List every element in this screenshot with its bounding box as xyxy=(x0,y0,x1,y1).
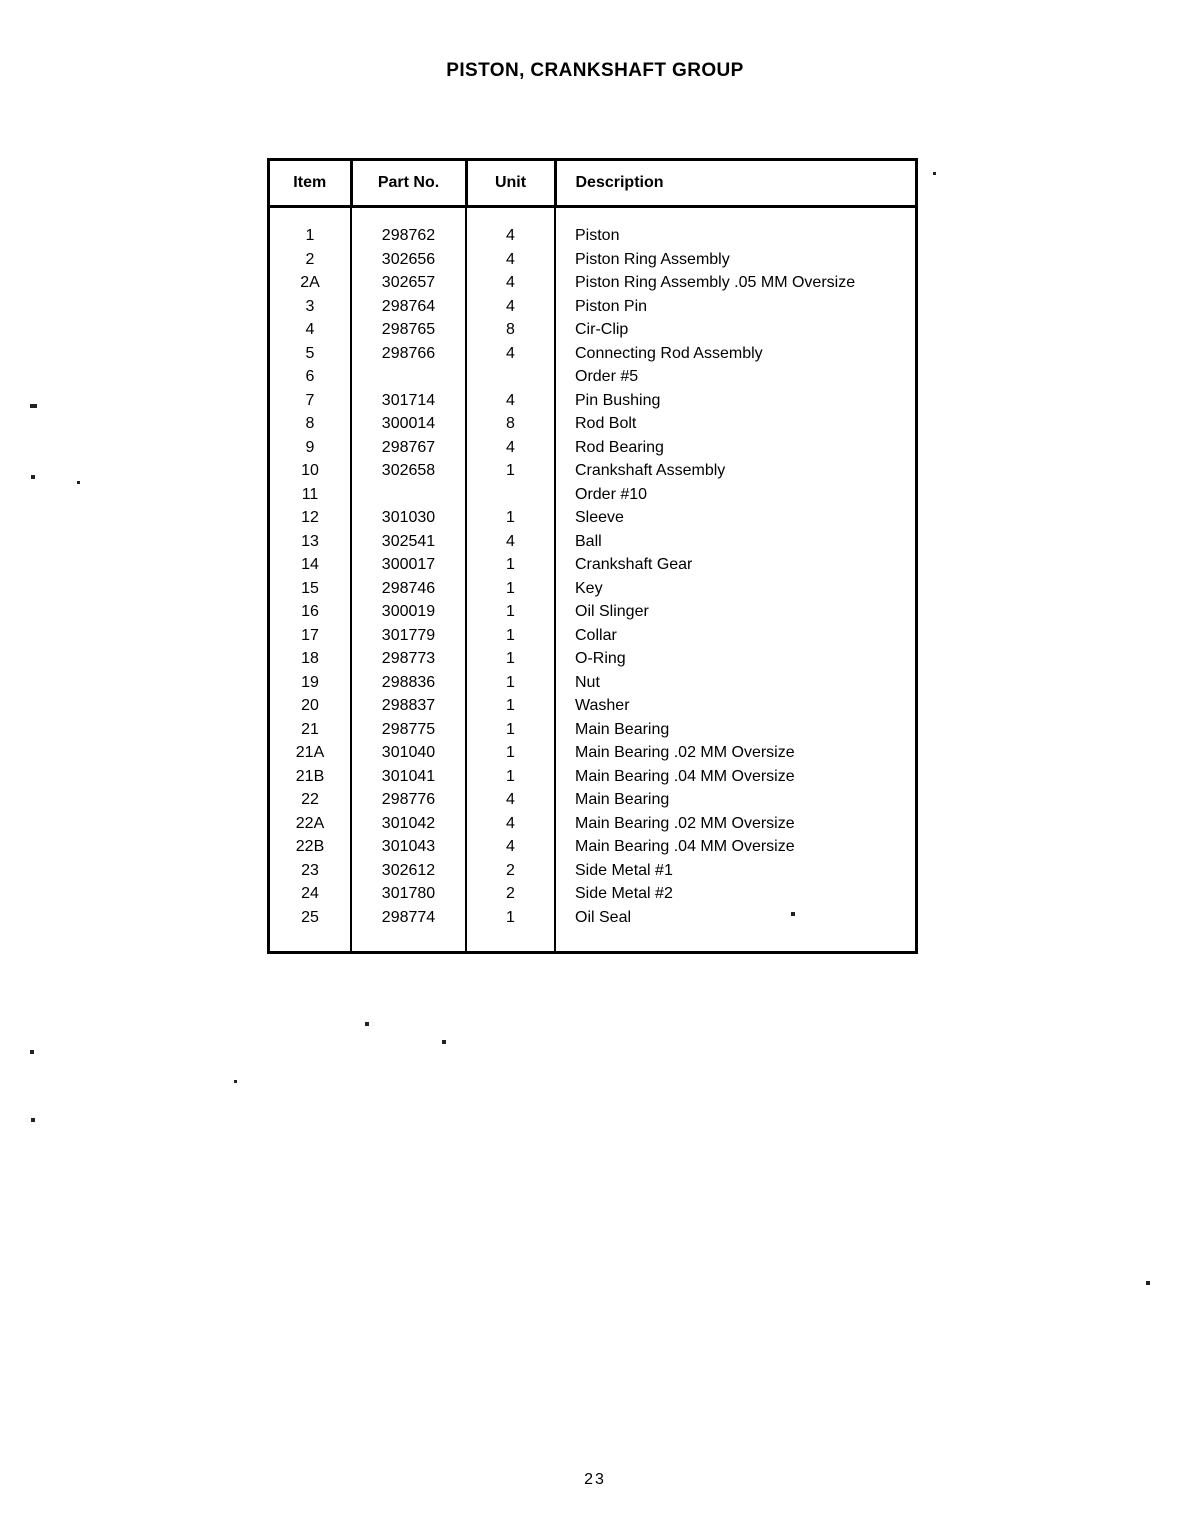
cell-unit: 1 xyxy=(466,718,555,742)
cell-item: 20 xyxy=(270,694,351,718)
cell-item: 14 xyxy=(270,553,351,577)
scan-speckle xyxy=(31,1118,35,1122)
cell-description: Ball xyxy=(575,532,602,550)
cell-part-no: 302658 xyxy=(351,459,466,483)
cell-item: 11 xyxy=(270,483,351,507)
cell-part-no: 298775 xyxy=(351,718,466,742)
scan-speckle xyxy=(365,1022,369,1026)
cell-item: 2 xyxy=(270,248,351,272)
cell-description: Piston Ring Assembly .05 MM Oversize xyxy=(575,274,856,291)
cell-unit: 4 xyxy=(466,271,555,295)
cell-item: 6 xyxy=(270,365,351,389)
cell-description: Main Bearing xyxy=(575,791,670,808)
cell-description: Rod Bolt xyxy=(575,415,637,432)
parts-table-container xyxy=(267,158,918,954)
cell-part-no: 300017 xyxy=(351,553,466,577)
cell-unit: 1 xyxy=(466,694,555,718)
cell-unit: 8 xyxy=(466,412,555,436)
table-spacer-cell xyxy=(466,929,555,951)
cell-unit: 1 xyxy=(466,553,555,577)
cell-description: Pin Bushing xyxy=(575,391,661,409)
cell-description: O-Ring xyxy=(575,650,626,667)
table-row xyxy=(270,718,915,742)
cell-item: 9 xyxy=(270,436,351,460)
cell-unit: 1 xyxy=(466,506,555,530)
cell-description: Crankshaft Assembly xyxy=(575,462,726,479)
cell-item: 5 xyxy=(270,342,351,366)
cell-unit xyxy=(466,365,555,389)
cell-item: 19 xyxy=(270,671,351,695)
cell-unit: 1 xyxy=(466,906,555,930)
table-row xyxy=(270,412,915,436)
scan-speckle xyxy=(31,475,35,479)
table-row xyxy=(270,694,915,718)
cell-item: 22 xyxy=(270,788,351,812)
cell-item: 12 xyxy=(270,506,351,530)
table-row xyxy=(270,530,915,554)
cell-description: Main Bearing .04 MM Oversize xyxy=(575,838,795,855)
scan-speckle xyxy=(1146,1281,1150,1285)
table-row xyxy=(270,483,915,507)
scan-speckle xyxy=(442,1040,446,1044)
cell-part-no: 298773 xyxy=(351,647,466,671)
cell-part-no: 301040 xyxy=(351,741,466,765)
cell-item: 16 xyxy=(270,600,351,624)
cell-part-no xyxy=(351,483,466,507)
scan-speckle xyxy=(234,1080,237,1083)
table-header-row xyxy=(270,161,915,207)
table-row xyxy=(270,835,915,859)
cell-unit: 2 xyxy=(466,882,555,906)
cell-part-no: 301779 xyxy=(351,624,466,648)
table-row xyxy=(270,741,915,765)
cell-item: 24 xyxy=(270,882,351,906)
table-spacer-cell xyxy=(270,207,351,225)
cell-unit xyxy=(466,483,555,507)
scan-speckle xyxy=(30,1050,34,1054)
scan-speckle xyxy=(791,912,795,916)
cell-part-no: 298765 xyxy=(351,318,466,342)
table-row xyxy=(270,224,915,248)
table-row xyxy=(270,788,915,812)
cell-part-no: 298764 xyxy=(351,295,466,319)
cell-part-no xyxy=(351,365,466,389)
table-row xyxy=(270,553,915,577)
cell-unit: 4 xyxy=(466,835,555,859)
parts-table-header xyxy=(270,161,915,207)
cell-part-no: 298774 xyxy=(351,906,466,930)
column-header-description: Description xyxy=(555,161,915,207)
cell-part-no: 301042 xyxy=(351,812,466,836)
cell-item: 3 xyxy=(270,295,351,319)
table-spacer-cell xyxy=(351,207,466,225)
cell-part-no: 301043 xyxy=(351,835,466,859)
column-header-part-no: Part No. xyxy=(351,161,466,207)
cell-part-no: 301041 xyxy=(351,765,466,789)
table-row xyxy=(270,365,915,389)
cell-description: Sleeve xyxy=(575,509,624,526)
cell-item: 7 xyxy=(270,389,351,413)
cell-description: Side Metal #2 xyxy=(575,885,673,902)
cell-part-no: 302657 xyxy=(351,271,466,295)
cell-part-no: 298836 xyxy=(351,671,466,695)
cell-description: Order #10 xyxy=(575,485,648,503)
cell-item: 17 xyxy=(270,624,351,648)
table-row xyxy=(270,436,915,460)
cell-description: Order #5 xyxy=(575,368,639,385)
cell-description: Main Bearing .02 MM Oversize xyxy=(575,814,795,832)
cell-description: Piston Pin xyxy=(575,297,648,315)
table-row xyxy=(270,765,915,789)
cell-part-no: 298762 xyxy=(351,224,466,248)
column-header-unit: Unit xyxy=(466,161,555,207)
cell-item: 2A xyxy=(270,271,351,295)
cell-unit: 4 xyxy=(466,295,555,319)
cell-unit: 4 xyxy=(466,224,555,248)
cell-item: 4 xyxy=(270,318,351,342)
table-row xyxy=(270,859,915,883)
cell-description: Main Bearing xyxy=(575,720,670,738)
table-row xyxy=(270,318,915,342)
cell-unit: 4 xyxy=(466,788,555,812)
cell-unit: 4 xyxy=(466,389,555,413)
cell-part-no: 298767 xyxy=(351,436,466,460)
cell-item: 21B xyxy=(270,765,351,789)
table-row xyxy=(270,906,915,930)
cell-part-no: 301030 xyxy=(351,506,466,530)
cell-item: 22B xyxy=(270,835,351,859)
scan-speckle xyxy=(30,404,37,408)
cell-unit: 1 xyxy=(466,647,555,671)
cell-description: Key xyxy=(575,579,603,597)
scan-speckle xyxy=(77,481,80,484)
cell-unit: 4 xyxy=(466,812,555,836)
cell-item: 10 xyxy=(270,459,351,483)
parts-table xyxy=(270,161,915,951)
table-spacer-cell xyxy=(466,207,555,225)
table-row xyxy=(270,624,915,648)
parts-table-body xyxy=(270,207,915,952)
cell-item: 1 xyxy=(270,224,351,248)
cell-unit: 8 xyxy=(466,318,555,342)
cell-item: 25 xyxy=(270,906,351,930)
cell-description: Oil Slinger xyxy=(575,603,649,620)
table-spacer-cell xyxy=(270,929,351,951)
cell-unit: 1 xyxy=(466,459,555,483)
cell-unit: 1 xyxy=(466,671,555,695)
table-row xyxy=(270,295,915,319)
cell-item: 21A xyxy=(270,741,351,765)
cell-description: Cir-Clip xyxy=(575,321,629,338)
cell-item: 22A xyxy=(270,812,351,836)
cell-description: Nut xyxy=(575,673,600,691)
cell-unit: 1 xyxy=(466,577,555,601)
cell-unit: 2 xyxy=(466,859,555,883)
table-spacer-cell xyxy=(555,929,915,951)
cell-description: Oil Seal xyxy=(575,908,632,926)
table-row xyxy=(270,342,915,366)
cell-description: Side Metal #1 xyxy=(575,861,673,879)
cell-part-no: 302612 xyxy=(351,859,466,883)
cell-description: Washer xyxy=(575,697,630,714)
table-row xyxy=(270,671,915,695)
table-row xyxy=(270,389,915,413)
cell-part-no: 298837 xyxy=(351,694,466,718)
cell-part-no: 300014 xyxy=(351,412,466,436)
table-spacer-row xyxy=(270,207,915,225)
cell-description: Main Bearing .02 MM Oversize xyxy=(575,744,795,761)
table-row xyxy=(270,506,915,530)
page-title: PISTON, CRANKSHAFT GROUP xyxy=(446,60,744,81)
cell-item: 8 xyxy=(270,412,351,436)
cell-description: Rod Bearing xyxy=(575,438,664,456)
page-number: 23 xyxy=(584,1471,606,1488)
cell-part-no: 301714 xyxy=(351,389,466,413)
table-row xyxy=(270,600,915,624)
scan-speckle xyxy=(933,172,936,175)
cell-unit: 4 xyxy=(466,530,555,554)
cell-description: Collar xyxy=(575,626,617,644)
table-row xyxy=(270,882,915,906)
cell-item: 13 xyxy=(270,530,351,554)
cell-item: 23 xyxy=(270,859,351,883)
cell-description: Piston Ring Assembly xyxy=(575,250,730,268)
table-row xyxy=(270,812,915,836)
cell-part-no: 302656 xyxy=(351,248,466,272)
cell-unit: 4 xyxy=(466,248,555,272)
cell-unit: 4 xyxy=(466,342,555,366)
cell-description: Main Bearing .04 MM Oversize xyxy=(575,767,795,785)
table-row xyxy=(270,577,915,601)
cell-description: Connecting Rod Assembly xyxy=(575,344,763,362)
table-row xyxy=(270,647,915,671)
cell-part-no: 298766 xyxy=(351,342,466,366)
table-row xyxy=(270,271,915,295)
column-header-item: Item xyxy=(270,161,351,207)
cell-unit: 1 xyxy=(466,600,555,624)
table-row xyxy=(270,459,915,483)
table-spacer-row xyxy=(270,929,915,951)
cell-part-no: 298746 xyxy=(351,577,466,601)
cell-part-no: 302541 xyxy=(351,530,466,554)
cell-unit: 1 xyxy=(466,765,555,789)
cell-item: 21 xyxy=(270,718,351,742)
cell-unit: 1 xyxy=(466,624,555,648)
cell-description: Crankshaft Gear xyxy=(575,556,693,573)
table-spacer-cell xyxy=(555,207,915,225)
cell-unit: 4 xyxy=(466,436,555,460)
table-row xyxy=(270,248,915,272)
cell-item: 18 xyxy=(270,647,351,671)
cell-part-no: 301780 xyxy=(351,882,466,906)
cell-part-no: 298776 xyxy=(351,788,466,812)
cell-item: 15 xyxy=(270,577,351,601)
cell-part-no: 300019 xyxy=(351,600,466,624)
cell-unit: 1 xyxy=(466,741,555,765)
cell-description: Piston xyxy=(575,227,620,244)
table-spacer-cell xyxy=(351,929,466,951)
